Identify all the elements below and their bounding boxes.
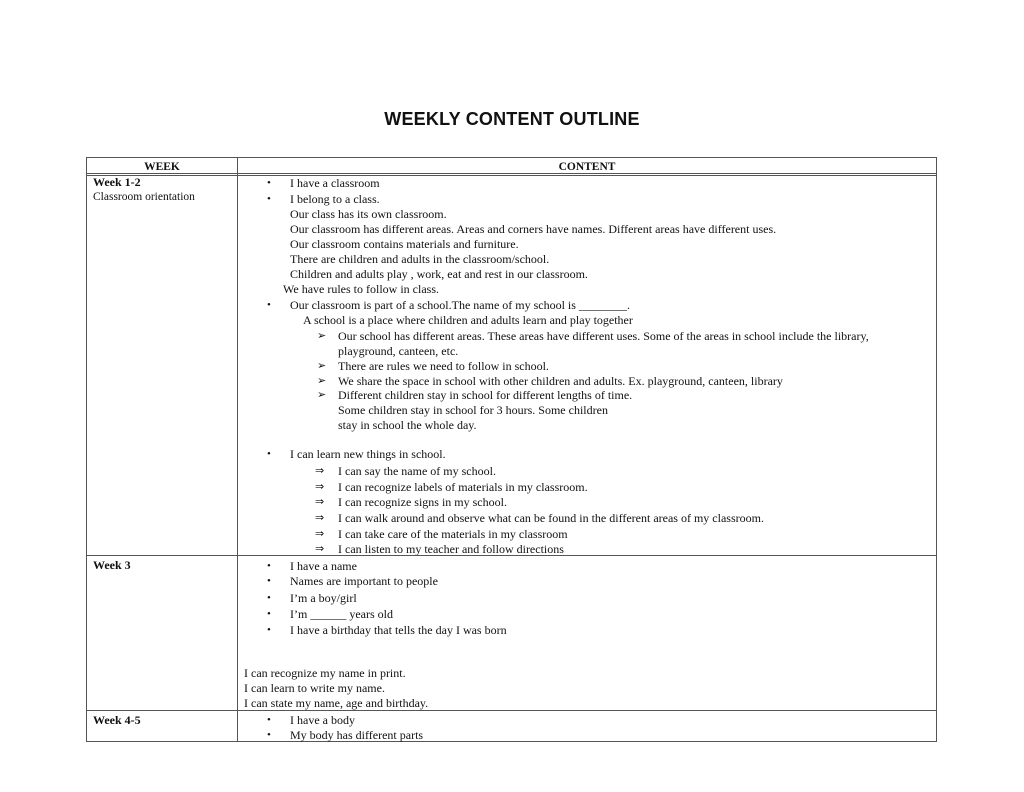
content-line: I can recognize signs in my school. (338, 495, 507, 509)
content-line: I’m ______ years old (290, 607, 393, 621)
weekly-outline-table (86, 157, 937, 742)
bullet-icon: • (267, 624, 271, 636)
arrowhead-icon: ➢ (317, 330, 327, 342)
content-line: There are rules we need to follow in school. (338, 359, 549, 373)
implies-arrow-icon: ⇒ (315, 543, 325, 555)
row-divider (87, 710, 936, 711)
row-divider (87, 555, 936, 556)
content-line: We share the space in school with other children and adults. Ex. playground, canteen, library (338, 374, 783, 388)
arrowhead-icon: ➢ (317, 389, 327, 401)
bullet-icon: • (267, 448, 271, 460)
content-line: I can say the name of my school. (338, 464, 496, 478)
content-line: I can learn to write my name. (244, 681, 385, 695)
content-line: There are children and adults in the classroom/school. (290, 252, 550, 266)
content-line: stay in school the whole day. (338, 418, 477, 432)
content-line: I can recognize my name in print. (244, 666, 406, 680)
content-line: A school is a place where children and adults learn and play together (303, 313, 633, 327)
content-line: My body has different parts (290, 728, 424, 742)
content-line: Different children stay in school for different lengths of time. (338, 388, 633, 402)
bullet-icon: • (267, 608, 271, 620)
content-line: I can take care of the materials in my classroom (338, 527, 568, 541)
implies-arrow-icon: ⇒ (315, 528, 325, 540)
bullet-icon: • (267, 575, 271, 587)
content-line: We have rules to follow in class. (283, 282, 439, 296)
bullet-icon: • (267, 714, 271, 726)
bullet-icon: • (267, 299, 271, 311)
content-line: Some children stay in school for 3 hours. Some children (338, 403, 608, 417)
content-line: I have a body (290, 713, 355, 727)
header-week: WEEK (144, 161, 180, 173)
content-line: I can walk around and observe what can be found in the different areas of my classroom. (338, 511, 764, 525)
content-line: I have a birthday that tells the day I was born (290, 623, 507, 637)
arrowhead-icon: ➢ (317, 360, 327, 372)
week-label: Week 4-5 (93, 713, 141, 727)
content-line: Our classroom contains materials and furniture. (290, 237, 519, 251)
content-line: I can state my name, age and birthday. (244, 696, 429, 710)
implies-arrow-icon: ⇒ (315, 481, 325, 493)
bullet-icon: • (267, 560, 271, 572)
bullet-icon: • (267, 177, 271, 189)
page-title: WEEKLY CONTENT OUTLINE (384, 109, 640, 129)
content-line: I have a name (290, 559, 357, 573)
content-line: Our classroom has different areas. Areas and corners have names. Different areas have different uses. (290, 222, 777, 236)
arrowhead-icon: ➢ (317, 375, 327, 387)
column-divider (237, 158, 238, 741)
content-line: I’m a boy/girl (290, 591, 357, 605)
content-line: I can recognize labels of materials in my classroom. (338, 480, 588, 494)
header-divider (87, 173, 936, 176)
bullet-icon: • (267, 592, 271, 604)
header-content: CONTENT (558, 161, 616, 173)
implies-arrow-icon: ⇒ (315, 512, 325, 524)
bullet-icon: • (267, 193, 271, 205)
implies-arrow-icon: ⇒ (315, 465, 325, 477)
week-label: Week 1-2 (93, 175, 141, 189)
content-line: Children and adults play , work, eat and rest in our classroom. (290, 267, 588, 281)
content-line: playground, canteen, etc. (338, 344, 459, 358)
content-line: Our school has different areas. These areas have different uses. Some of the areas in school include the library, (338, 329, 869, 343)
content-line: Our classroom is part of a school.The name of my school is ________. (290, 298, 630, 312)
implies-arrow-icon: ⇒ (315, 496, 325, 508)
content-line: I have a classroom (290, 176, 380, 190)
week-label: Week 3 (93, 558, 131, 572)
content-line: Names are important to people (290, 574, 438, 588)
content-line: I can learn new things in school. (290, 447, 446, 461)
bullet-icon: • (267, 729, 271, 741)
week-topic: Classroom orientation (93, 191, 195, 203)
content-line: I belong to a class. (290, 192, 380, 206)
content-line: Our class has its own classroom. (290, 207, 447, 221)
content-line: I can listen to my teacher and follow directions (338, 542, 564, 556)
